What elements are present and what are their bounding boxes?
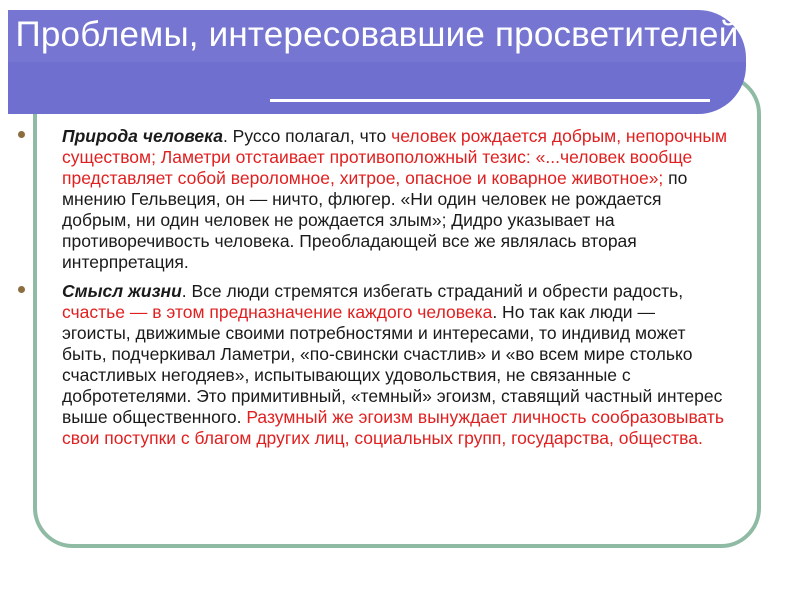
highlighted-text: счастье — в этом предназначение каждого человека [62, 302, 493, 322]
bullet-icon [18, 131, 25, 138]
text-run: по мнению Гельвеция, он — ничто, флюгер. «Ни один человек не рождается добрым, ни один человек не рождается злым»; Дидро указывает на противоречивость человека. Преобладающей все же являлась вторая интерпретация. [62, 168, 688, 272]
highlighted-text: Разумный же эгоизм вынуждает личность сообразовывать свои поступки с благом других лиц, социальных групп, государства, общества. [62, 407, 725, 448]
paragraph-nature [62, 126, 728, 273]
slide-body [18, 126, 728, 457]
bullet-icon [18, 286, 25, 293]
list-item-meaning [18, 281, 728, 449]
slide-title: Проблемы, интересовавшие просветителей [15, 15, 739, 54]
text-run: . Руссо полагал, что [222, 126, 392, 146]
paragraph-meaning [62, 281, 728, 449]
term-heading: Смысл жизни [62, 281, 182, 301]
text-run: . Все люди стремятся избегать страданий и обрести радость, [181, 281, 684, 301]
list-item-nature [18, 126, 728, 273]
highlighted-text: человек рождается добрым, непорочным существом; Ламетри отстаивает противоположный тезис: «...человек вообще представляет собой вероломное, хитрое, опасное и коварное животное»; [62, 126, 728, 188]
term-heading: Природа человека [62, 126, 223, 146]
title-underline [270, 99, 710, 102]
text-run: . Но так как люди — эгоисты, движимые своими потребностями и интересами, то индивид может быть, подчеркивал Ламетри, «по-свински счастлив» и «во всем мире столько счастливых негодяев», испытывающих удовольствия, не связанные с добротетелями. Это примитивный, «темный» эгоизм, ставящий частный интерес выше общественного. [62, 302, 723, 427]
